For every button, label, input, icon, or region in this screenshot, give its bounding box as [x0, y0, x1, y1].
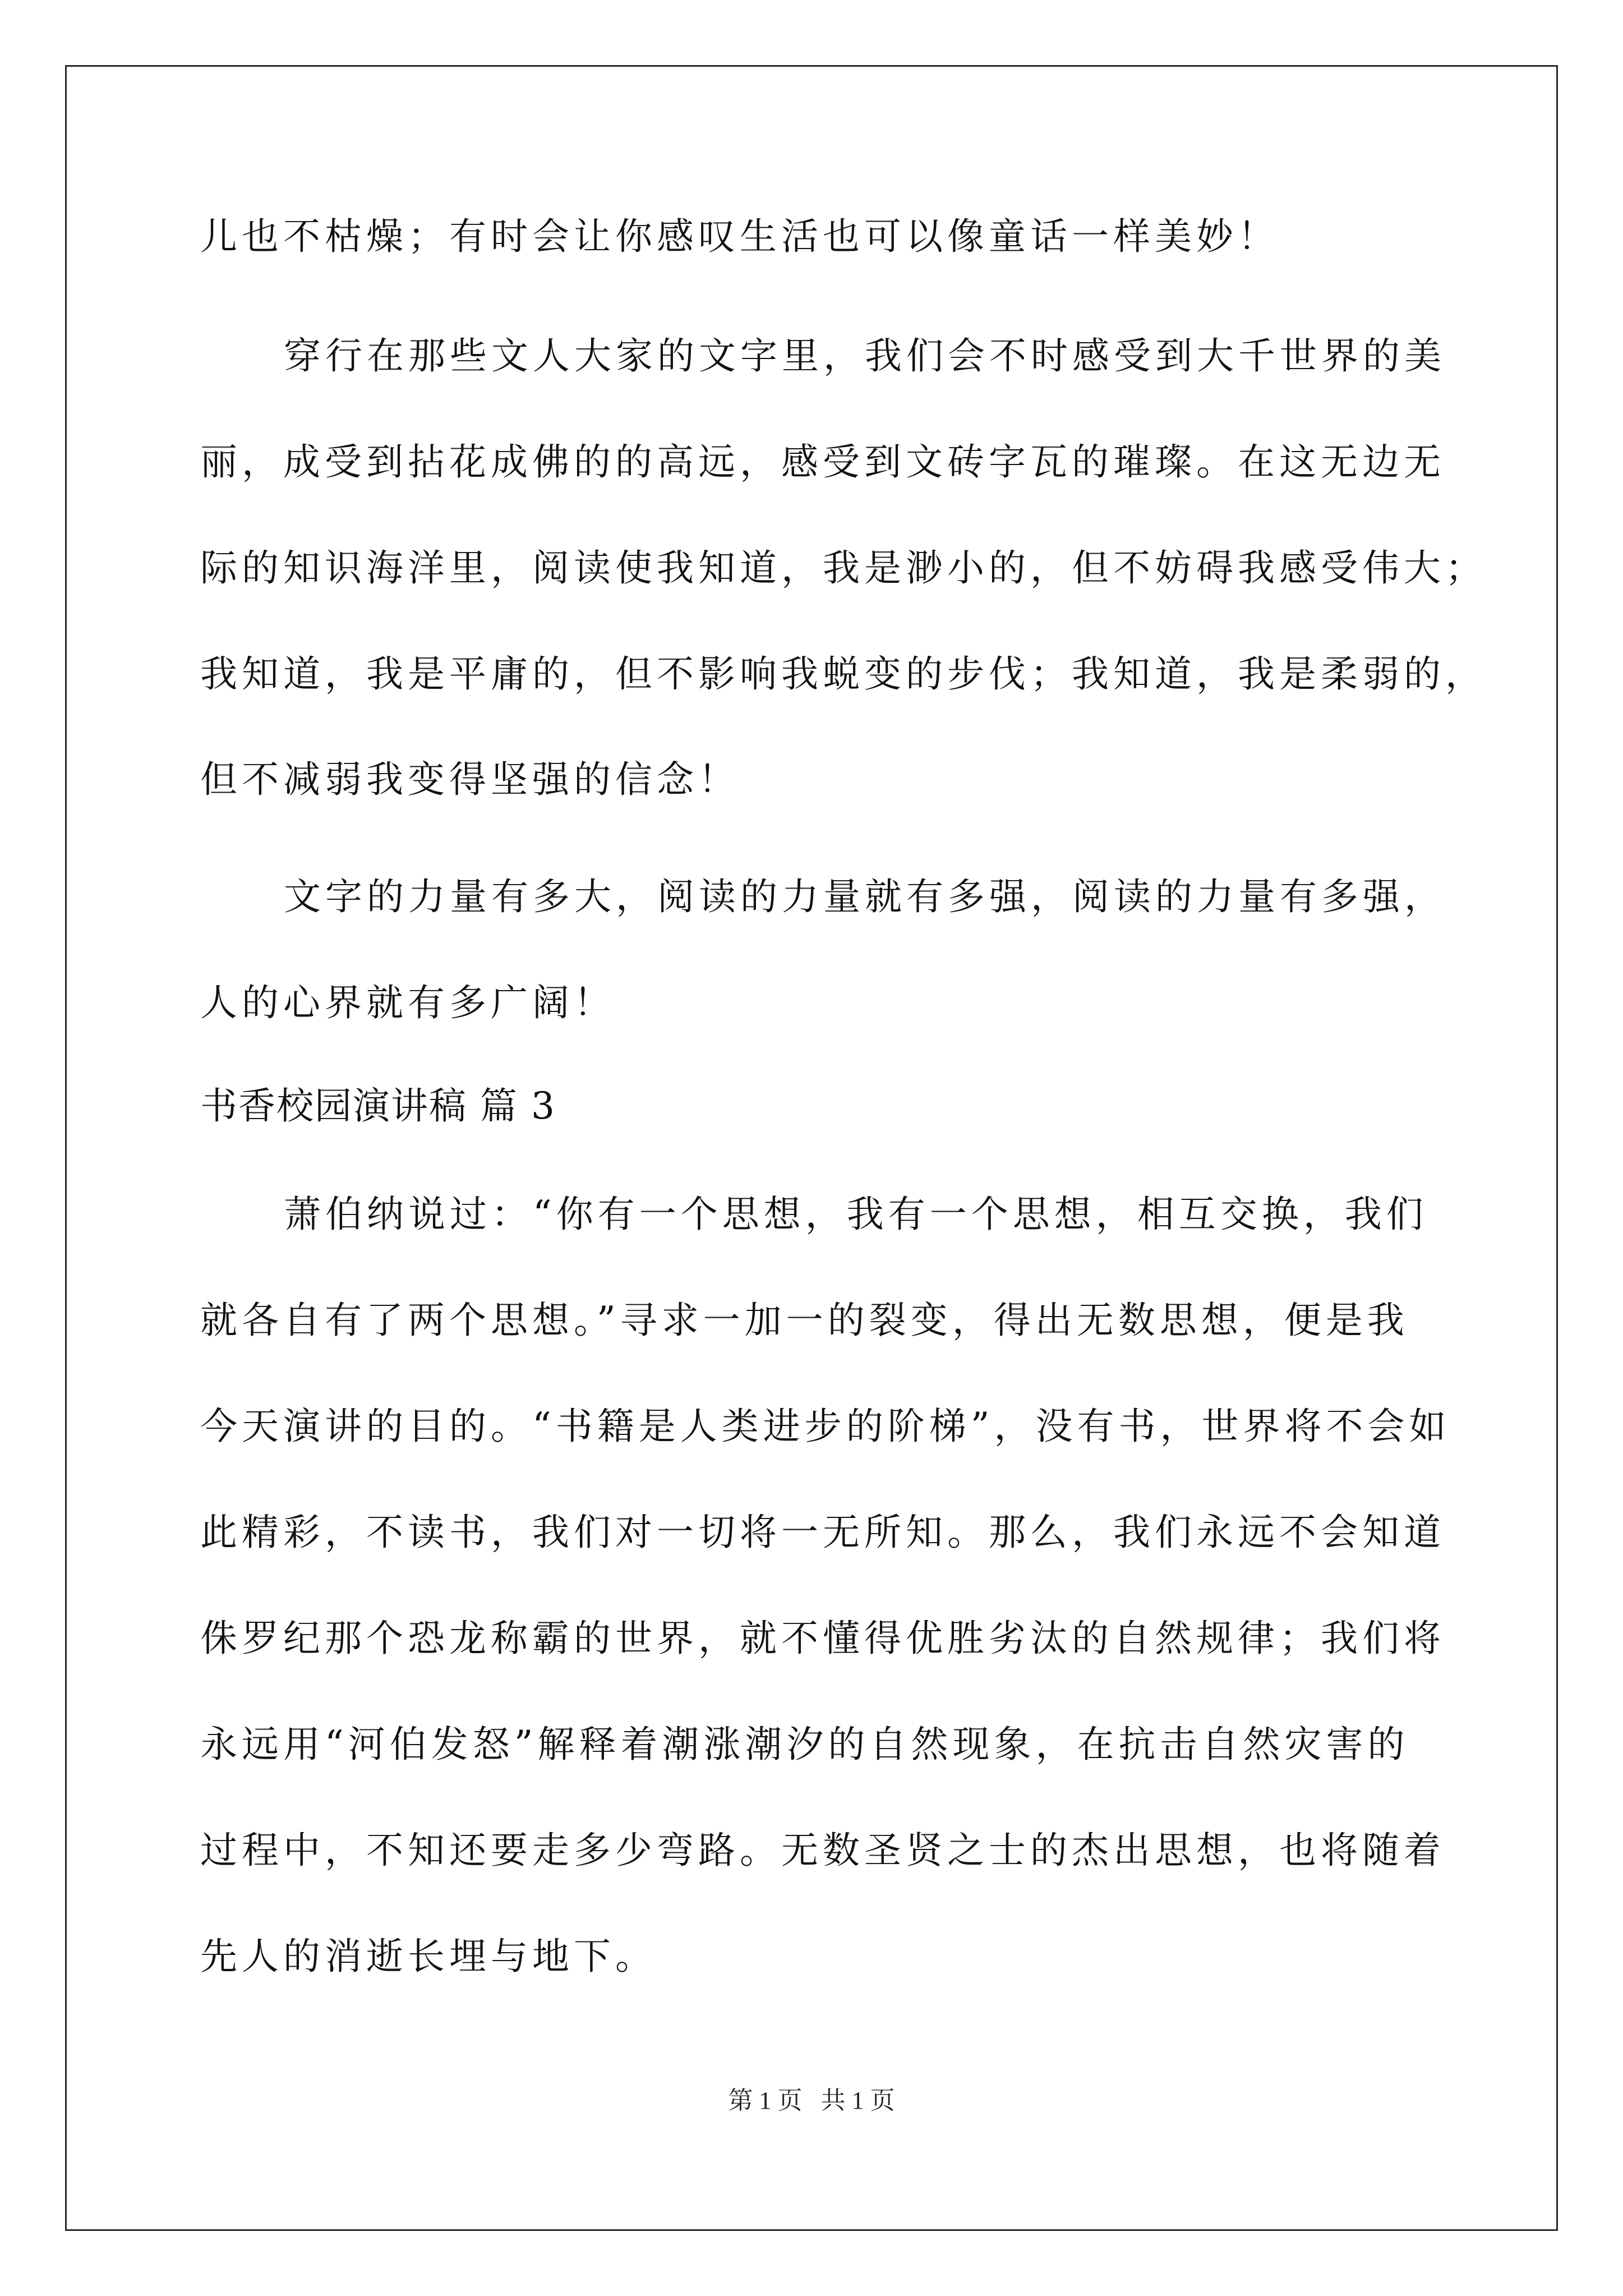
- text-line: 过程中，不知还要走多少弯路。无数圣贤之士的杰出思想，也将随着: [200, 1829, 1445, 1872]
- page-border: [65, 65, 1558, 2231]
- text-line: 丽，成受到拈花成佛的的高远，感受到文砖字瓦的璀璨。在这无边无: [200, 440, 1445, 484]
- text-line: 际的知识海洋里，阅读使我知道，我是渺小的，但不妨碍我感受伟大；: [200, 546, 1487, 590]
- text-line: 我知道，我是平庸的，但不影响我蜕变的步伐；我知道，我是柔弱的，: [200, 652, 1487, 696]
- text-line: 萧伯纳说过：“你有一个思想，我有一个思想，相互交换，我们: [284, 1193, 1428, 1236]
- text-line: 先人的消逝长埋与地下。: [200, 1935, 657, 1978]
- text-line: 但不减弱我变得坚强的信念！: [200, 758, 740, 801]
- text-line: 文字的力量有多大，阅读的力量就有多强，阅读的力量有多强，: [284, 875, 1446, 918]
- text-line: 就各自有了两个思想。”寻求一加一的裂变，得出无数思想，便是我: [200, 1299, 1409, 1342]
- page-footer: 第 1 页 共 1 页: [728, 2087, 895, 2114]
- text-line: 今天演讲的目的。“书籍是人类进步的阶梯”，没有书，世界将不会如: [200, 1405, 1451, 1448]
- text-line: 人的心界就有多广阔！: [200, 981, 615, 1024]
- text-line: 侏罗纪那个恐龙称霸的世界，就不懂得优胜劣汰的自然规律；我们将: [200, 1617, 1445, 1660]
- text-line: 此精彩，不读书，我们对一切将一无所知。那么，我们永远不会知道: [200, 1511, 1445, 1554]
- text-line: 永远用“河伯发怒”解释着潮涨潮汐的自然现象，在抗击自然灾害的: [200, 1723, 1409, 1766]
- text-line: 穿行在那些文人大家的文字里，我们会不时感受到大千世界的美: [284, 334, 1446, 378]
- section-heading: 书香校园演讲稿 篇 3: [200, 1084, 556, 1128]
- text-line: 儿也不枯燥；有时会让你感叹生活也可以像童话一样美妙！: [200, 215, 1279, 258]
